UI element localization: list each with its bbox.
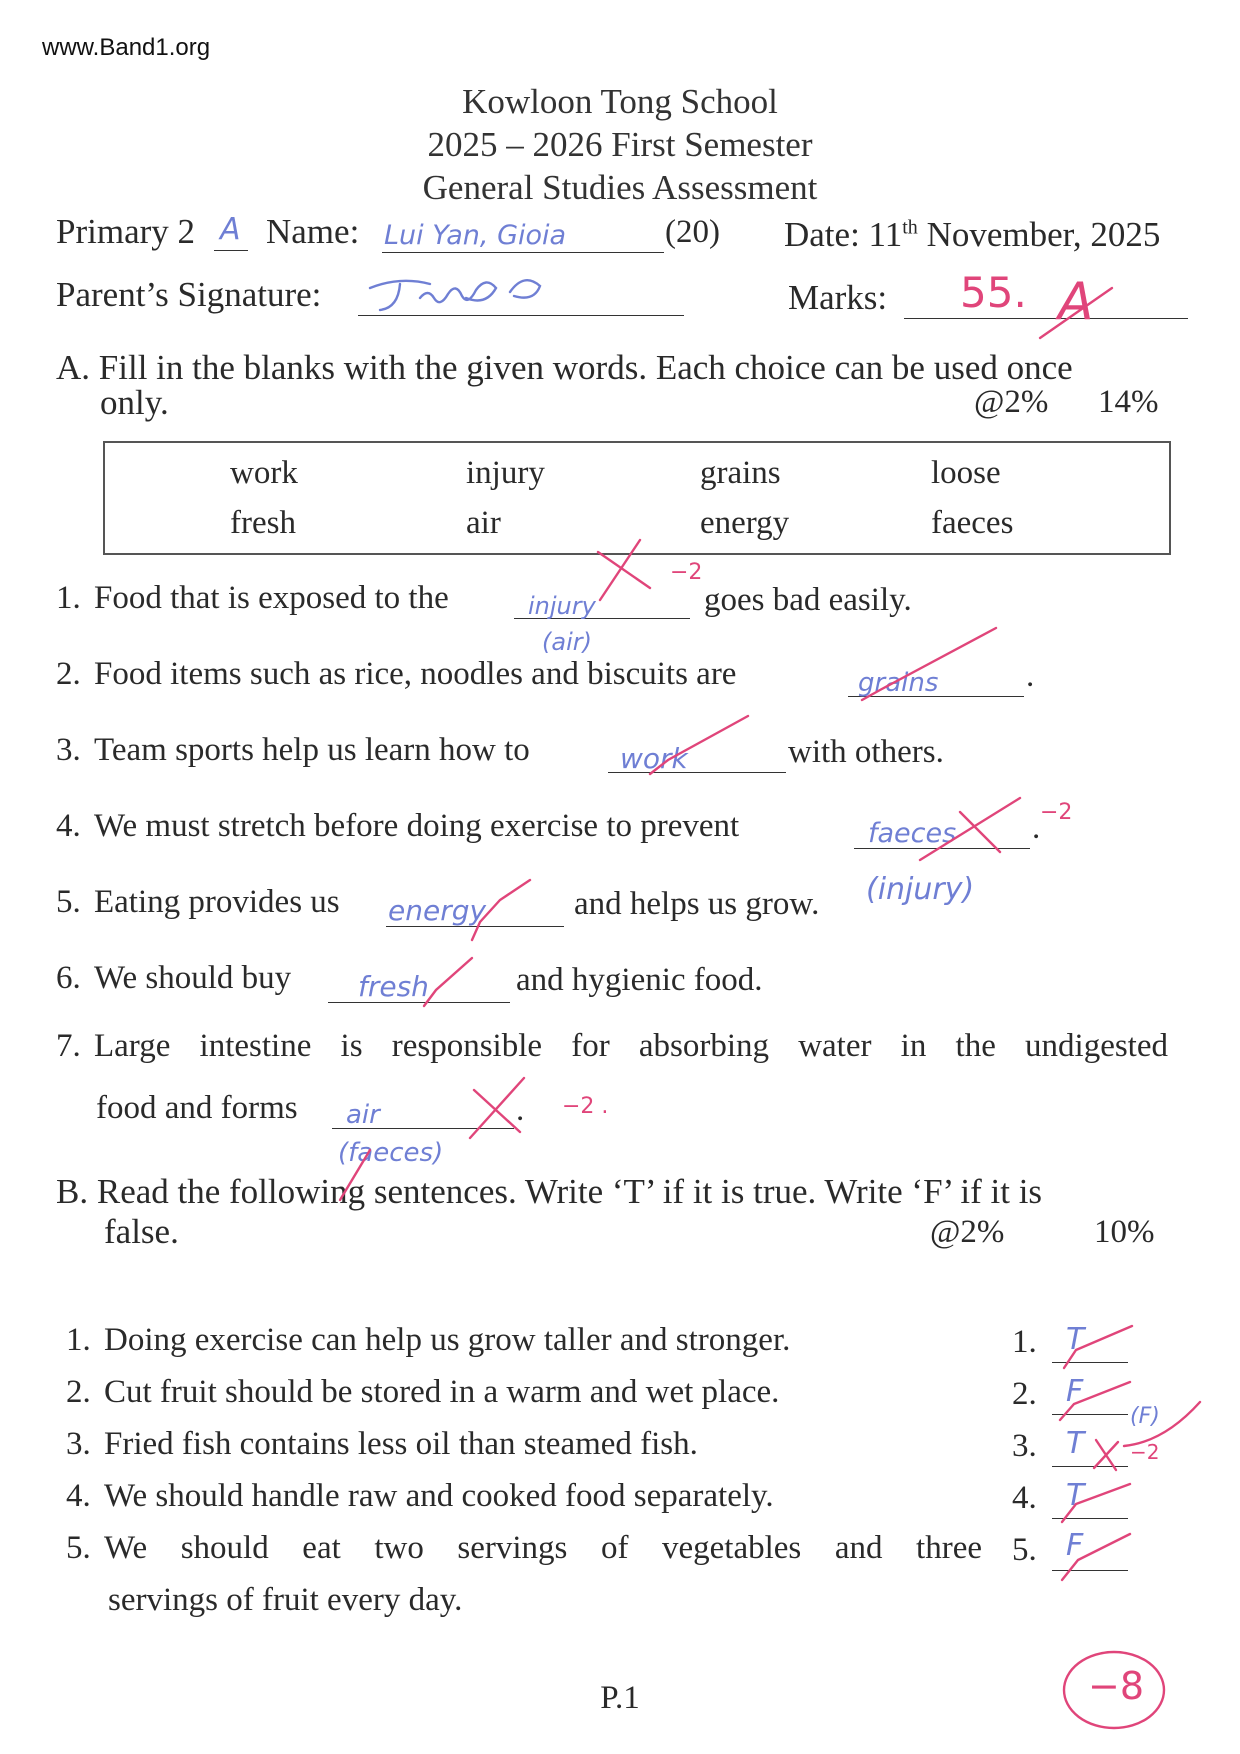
class-number: (20) xyxy=(665,214,720,250)
section-b-title: B. Read the following sentences. Write ‘T’ if it is true. Write ‘F’ if it is xyxy=(56,1172,1043,1211)
section-b-marks-each: @2% xyxy=(930,1214,1005,1250)
section-a-marks-each: @2% xyxy=(974,384,1049,420)
question-a2: 2. Food items such as rice, noodles and biscuits are xyxy=(56,656,737,692)
question-a1-end: goes bad easily. xyxy=(704,582,912,618)
class-value: A xyxy=(220,212,241,247)
question-b4: 4. We should handle raw and cooked food separately. xyxy=(66,1478,774,1514)
name-value: Lui Yan, Gioia xyxy=(384,220,567,251)
page-total-deduction: −8 xyxy=(1088,1664,1145,1708)
answer-a2: grains xyxy=(858,668,939,698)
correction-a1: (air) xyxy=(542,628,592,656)
section-b-title-cont: false. xyxy=(104,1212,179,1251)
website-watermark: www.Band1.org xyxy=(42,34,211,61)
answer-b5: F xyxy=(1066,1528,1084,1563)
word-bank-item: air xyxy=(466,505,501,541)
word-bank-item: loose xyxy=(931,455,1001,491)
name-label: Name: xyxy=(266,212,360,251)
question-a3: 3. Team sports help us learn how to xyxy=(56,732,530,768)
word-bank-item: grains xyxy=(700,455,781,491)
question-a7-cont: food and forms xyxy=(96,1090,298,1126)
subject-title: General Studies Assessment xyxy=(422,168,818,207)
section-a-title-cont: only. xyxy=(100,383,169,422)
term: 2025 – 2026 First Semester xyxy=(427,125,813,164)
deduction-a1: −2 xyxy=(670,560,703,585)
signature-label: Parent’s Signature: xyxy=(56,275,322,314)
answer-b2: F xyxy=(1066,1374,1084,1409)
word-bank-item: energy xyxy=(700,505,790,541)
answer-b2-number: 2. xyxy=(1012,1376,1037,1412)
answer-a4: faeces xyxy=(868,818,957,849)
question-a4-end: . xyxy=(1032,810,1041,846)
question-a4: 4. We must stretch before doing exercise to prevent xyxy=(56,808,740,844)
grade-value: A xyxy=(1058,272,1094,332)
answer-a5: energy xyxy=(388,894,487,927)
question-a7: 7. Large intestine is responsible for absorbing water in the undigested xyxy=(56,1028,1168,1064)
answer-b3-number: 3. xyxy=(1012,1428,1037,1464)
question-b3: 3. Fried fish contains less oil than steamed fish. xyxy=(66,1426,698,1462)
question-a5-end: and helps us grow. xyxy=(574,886,820,922)
word-bank-item: fresh xyxy=(230,505,296,541)
answer-a6: fresh xyxy=(358,970,429,1003)
question-b1: 1. Doing exercise can help us grow taller and stronger. xyxy=(66,1322,791,1358)
answer-a1: injury xyxy=(528,592,596,620)
class-label: Primary 2 xyxy=(56,212,196,251)
deduction-a7: −2 . xyxy=(562,1094,609,1119)
correction-a7: (faeces) xyxy=(338,1138,444,1168)
date-day: 11 xyxy=(868,215,903,254)
answer-a3: work xyxy=(620,742,688,775)
answer-b5-number: 5. xyxy=(1012,1532,1037,1568)
answer-b1: T xyxy=(1066,1322,1085,1357)
answer-b3: T xyxy=(1066,1426,1085,1461)
section-a-title: A. Fill in the blanks with the given words. Each choice can be used once xyxy=(56,348,1073,387)
question-b5: 5. We should eat two servings of vegetables and three xyxy=(66,1530,982,1566)
section-a-marks-total: 14% xyxy=(1098,384,1159,420)
section-b-marks-total: 10% xyxy=(1094,1214,1155,1250)
deduction-a4: −2 xyxy=(1040,800,1073,825)
answer-b4: T xyxy=(1066,1478,1085,1513)
question-a2-end: . xyxy=(1026,658,1035,694)
question-a7-end: . xyxy=(516,1092,525,1128)
question-b2: 2. Cut fruit should be stored in a warm and wet place. xyxy=(66,1374,780,1410)
question-b5-cont: servings of fruit every day. xyxy=(108,1582,463,1618)
word-bank-item: faeces xyxy=(931,505,1014,541)
page-number: P.1 xyxy=(600,1680,640,1716)
question-a6: 6. We should buy xyxy=(56,960,292,996)
marks-label: Marks: xyxy=(788,278,888,317)
date-suffix: th xyxy=(902,216,918,239)
word-bank-item: work xyxy=(230,455,298,491)
correction-b3: (F) xyxy=(1130,1404,1160,1429)
deduction-b3: −2 xyxy=(1130,1440,1160,1464)
answer-b1-number: 1. xyxy=(1012,1324,1037,1360)
answer-b4-number: 4. xyxy=(1012,1480,1037,1516)
question-a1: 1. Food that is exposed to the xyxy=(56,580,449,616)
question-a5: 5. Eating provides us xyxy=(56,884,340,920)
school-name: Kowloon Tong School xyxy=(462,82,778,121)
correction-a5: (injury) xyxy=(866,872,975,907)
question-a6-end: and hygienic food. xyxy=(516,962,763,998)
answer-a7: air xyxy=(346,1100,380,1130)
word-bank-item: injury xyxy=(466,455,545,491)
date-label: Date: xyxy=(784,215,860,254)
date-rest: November, 2025 xyxy=(926,215,1161,254)
question-a3-end: with others. xyxy=(788,734,944,770)
marks-value: 55. xyxy=(960,268,1027,317)
